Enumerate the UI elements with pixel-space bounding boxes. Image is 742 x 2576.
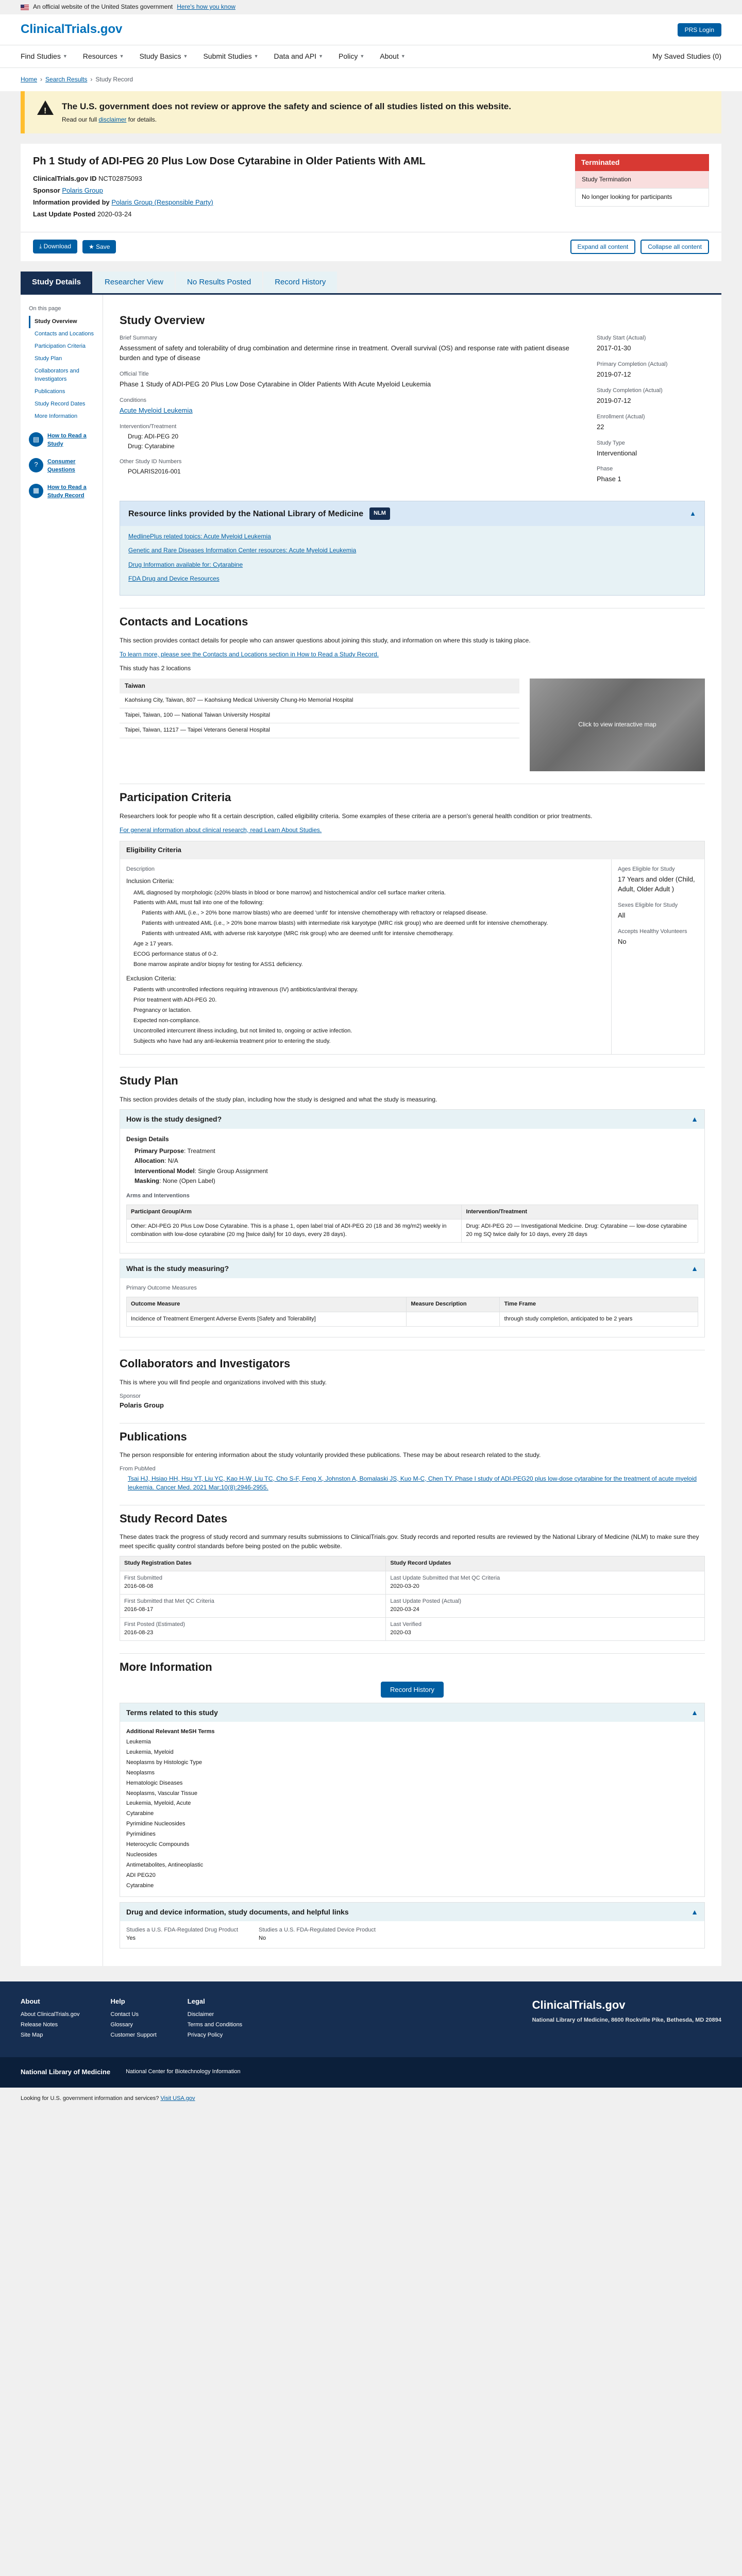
sidebar-heading: On this page [29, 305, 61, 312]
inclusion-item: ECOG performance status of 0-2. [133, 951, 218, 958]
chevron-up-icon[interactable]: ▲ [689, 509, 696, 517]
exclusion-item: Expected non-compliance. [133, 1018, 200, 1024]
how-to-read-record-link[interactable]: How to Read a Study Record [47, 484, 87, 499]
criteria-heading: Participation Criteria [120, 790, 231, 804]
inclusion-item: Patients with untreated AML (i.e., > 20% bone marrow blasts) with intermediate risk karyotype (MRC risk group) who are deemed unfit for intensive chemotherapy. [142, 920, 548, 927]
study-type: Interventional [597, 449, 637, 457]
outcome-measure: Incidence of Treatment Emergent Adverse Events [Safety and Tolerability] [127, 1312, 407, 1327]
chevron-up-icon[interactable]: ▲ [691, 1264, 698, 1273]
resource-link[interactable]: Drug Information available for: Cytarabine [128, 561, 243, 568]
footer-link[interactable]: Terms and Conditions [187, 2021, 243, 2028]
consumer-questions-link[interactable]: Consumer Questions [47, 458, 76, 473]
nav-study-basics[interactable]: Study Basics ▼ [139, 52, 188, 61]
resource-link[interactable]: FDA Drug and Device Resources [128, 575, 220, 583]
intervention-item: Drug: Cytarabine [128, 442, 175, 450]
chevron-down-icon: ▼ [400, 53, 406, 59]
measure-box: What is the study measuring? ▲ Primary Outcome Measures Outcome Measure Measure Description Time Frame Incidence of Treatment Emergent Adverse Events [Safety and Tolerability] through study completion, anticipated to be 2 years [120, 1259, 705, 1337]
footer-link[interactable]: About ClinicalTrials.gov [21, 2011, 80, 2018]
outcome-table: Outcome Measure Measure Description Time Frame Incidence of Treatment Emergent Adverse Events [Safety and Tolerability] through study completion, anticipated to be 2 years [126, 1297, 698, 1327]
sponsor-line: Sponsor Polaris Group [33, 187, 103, 195]
term-item: Hematologic Diseases [126, 1780, 183, 1786]
footer-link[interactable]: Release Notes [21, 2021, 58, 2028]
breadcrumb-current: Study Record [95, 76, 133, 83]
gov-banner-text: An official website of the United States government [33, 3, 173, 11]
term-item: Leukemia, Myeloid [126, 1749, 174, 1755]
term-item: Nucleosides [126, 1852, 157, 1858]
info-provided-line: Information provided by Polaris Group (Responsible Party) [33, 198, 213, 207]
learn-studies-link[interactable]: For general information about clinical research, read Learn About Studies. [120, 826, 322, 834]
collapse-all-button[interactable]: Collapse all content [640, 240, 709, 254]
fda-drug: Yes [126, 1935, 136, 1942]
plan-heading: Study Plan [120, 1074, 178, 1088]
status-why: No longer looking for participants [575, 189, 709, 206]
tab-record-history[interactable]: Record History [263, 272, 337, 293]
term-item: Cytarabine [126, 1810, 154, 1817]
expand-all-button[interactable]: Expand all content [570, 240, 636, 254]
location-map[interactable]: Click to view interactive map [530, 679, 705, 771]
nav-saved-studies[interactable]: My Saved Studies (0) [652, 52, 721, 61]
save-button[interactable]: ★ Save [82, 240, 116, 253]
condition-link[interactable]: Acute Myeloid Leukemia [120, 406, 193, 414]
nav-about[interactable]: About ▼ [380, 52, 406, 61]
interventional-model: Single Group Assignment [198, 1167, 268, 1175]
last-update-posted: 2020-03-24 [390, 1606, 419, 1613]
inclusion-item: AML diagnosed by morphologic (≥20% blasts in blood or bone marrow) and histochemical and/or cell surface marker criteria. [133, 889, 446, 896]
sidebar-item-dates[interactable]: Study Record Dates [35, 401, 86, 408]
term-item: Leukemia, Myeloid, Acute [126, 1800, 191, 1807]
disclaimer-alert: ! The U.S. government does not review or approve the safety and science of all studies listed on this website. Read our full disclaimer for details. [21, 91, 721, 133]
eligible-ages: 17 Years and older (Child, Adult, Older Adult ) [618, 875, 695, 893]
intervention-item: Drug: ADI-PEG 20 [128, 432, 179, 440]
nav-data-api[interactable]: Data and API ▼ [274, 52, 323, 61]
location-item: Taipei, Taiwan, 100 — National Taiwan University Hospital [120, 708, 519, 723]
footer-link[interactable]: Contact Us [110, 2011, 139, 2018]
sidebar-item-plan[interactable]: Study Plan [35, 355, 62, 362]
term-item: Leukemia [126, 1738, 151, 1745]
locations-area [120, 679, 705, 771]
dates-heading: Study Record Dates [120, 1512, 228, 1525]
chevron-down-icon: ▼ [119, 53, 124, 59]
dates-table: Study Registration Dates Study Record Updates First Submitted 2016-08-08 Last Update Submitted that Met QC Criteria 2020-03-20 First Submitted that Met QC Criteria 2016-08-17 Last Update Posted (Actual) 2020-03-24 First Posted (Estimated) 2016-08-23 Last Verified 2020-03 [120, 1556, 705, 1641]
usa-gov-bar: Looking for U.S. government information and services? Visit USA.gov [0, 2088, 742, 2110]
collab-sponsor: Polaris Group [120, 1401, 164, 1409]
nlm-logo[interactable]: National Library of Medicine [21, 2067, 111, 2076]
resource-link[interactable]: Genetic and Rare Diseases Information Center resources: Acute Myeloid Leukemia [128, 547, 357, 554]
masking: None (Open Label) [162, 1177, 215, 1185]
action-row [21, 232, 721, 261]
chevron-down-icon: ▼ [360, 53, 365, 59]
more-heading: More Information [120, 1660, 212, 1673]
nlm-logo: NLM [369, 507, 390, 520]
phase: Phase 1 [597, 475, 621, 483]
sidebar-card [29, 432, 97, 449]
terms-box: Terms related to this study ▲ Additional Relevant MeSH Terms Leukemia Leukemia, Myeloid Neoplasms by Histologic Type Neoplasms Hematologic Diseases Neoplasms, Vascular Tissue Leukemia, Myeloid, Acute Cytarabine Pyrimidine Nucleosides Pyrimidines Heterocyclic Compounds Nucleosides Antimetabolites, Antineoplastic ADI PEG20 Cytarabine [120, 1703, 705, 1897]
contacts-lead: This section provides contact details for people who can answer questions about joining this study, and information on where this study is taking place. [120, 636, 531, 644]
page-title: Ph 1 Study of ADI-PEG 20 Plus Low Dose Cytarabine in Older Patients With AML [33, 156, 426, 167]
inclusion-item: Patients with AML (i.e., > 20% bone marrow blasts) who are deemed 'unfit' for intensive chemotherapy with refractory or relapsed disease. [142, 910, 488, 917]
official-title: Phase 1 Study of ADI-PEG 20 Plus Low Dose Cytarabine in Older Patients With Acute Myeloid Leukemia [120, 380, 431, 388]
drug-heading: Drug and device information, study documents, and helpful links [126, 1907, 349, 1916]
book-icon: ▤ [29, 432, 43, 447]
resource-link[interactable]: MedlinePlus related topics: Acute Myeloid Leukemia [128, 533, 271, 540]
footer-logo[interactable]: ClinicalTrials.gov [532, 1998, 626, 2012]
term-item: Neoplasms, Vascular Tissue [126, 1790, 197, 1797]
term-item: Heterocyclic Compounds [126, 1841, 190, 1848]
disclaimer-link[interactable]: disclaimer [98, 116, 127, 124]
contacts-help-link[interactable]: To learn more, please see the Contacts and Locations section in How to Read a Study Record. [120, 650, 379, 658]
arms-table: Participant Group/Arm Intervention/Treatment Other: ADI-PEG 20 Plus Low Dose Cytarabine. This is a phase 1, open label trial of ADI-PEG 20 (18 and 36 mg/m2) weekly in combination with low-dose cytarabine (20 mg [twice daily] for 10 days, every 28 days). Drug: ADI-PEG 20 — Investigational Medicine. Drug: Cytarabine — low-dose cytarabine 20 mg SQ twice daily for 10 days, every 28 days [126, 1205, 698, 1243]
exclusion-item: Pregnancy or lactation. [133, 1007, 192, 1014]
resource-title: Resource links provided by the National Library of Medicine [128, 509, 364, 518]
study-start: 2017-01-30 [597, 344, 631, 352]
term-item: Antimetabolites, Antineoplastic [126, 1862, 204, 1869]
footer-address: National Library of Medicine, 8600 Rockville Pike, Bethesda, MD 20894 [532, 2016, 721, 2023]
site-header [0, 14, 742, 45]
inclusion-item: Patients with untreated AML with adverse risk karyotype (MRC risk group) who are deemed unfit for intensive chemotherapy. [142, 930, 454, 937]
term-item: Pyrimidines [126, 1831, 156, 1838]
primary-completion: 2019-07-12 [597, 370, 631, 379]
footer-link[interactable]: Customer Support [110, 2031, 157, 2038]
terms-heading: Terms related to this study [126, 1708, 218, 1717]
footer-link[interactable]: Privacy Policy [187, 2031, 223, 2038]
fda-device: No [259, 1935, 266, 1942]
sponsor-link[interactable]: Polaris Group [62, 187, 103, 195]
eligibility-table: Eligibility Criteria Description Inclusion Criteria: AML diagnosed by morphologic (≥20% blasts in blood or bone marrow) and histochemical and/or cell surface marker criteria. Patients with AML must fall into one of the following: Patients with AML (i.e., > 20% bone marrow blasts) who are deemed 'unfit' for intensive chemotherapy with refractory or relapsed disease. Patients with untreated AML (i.e., > 20% bone marrow blasts) with intermediate risk karyotype (MRC risk group) who are deemed unfit for intensive chemotherapy. Patients with untreated AML with adverse risk karyotype (MRC risk group) who are deemed unfit for intensive chemotherapy. Age ≥ 17 years. ECOG performance status of 0-2. Bone marrow aspirate and/or biopsy for testing for ASS1 deficiency. Exclusion Criteria: Patients with uncontrolled infections requiring intravenous (IV) antibiotics/antiviral therapy. Prior treatment with ADI-PEG 20. Pregnancy or lactation. Expected non-compliance. Uncontrolled intercurrent illness including, but not limited to, ongoing or active infection. Subjects who have had any anti-leukemia treatment prior to entering the study. Ages Eligible for Study 17 Years and older (Child, Adult, Older Adult ) Sexes Eligible for Study All Accepts Healthy Volunteers No [120, 841, 705, 1055]
gov-banner [0, 0, 742, 14]
status-badge: Terminated [575, 154, 709, 171]
main-content: Study Overview Brief Summary Assessment of safety and tolerability of drug combination and determine rinse in treatment. Overall survival (OS) and response rate with patient disease burden and type of disease Official Title Phase 1 Study of ADI-PEG 20 Plus Low Dose Cytarabine in Older Patients With Acute Myeloid Leukemia Conditions Acute Myeloid Leukemia Intervention/Treatment Drug: ADI-PEG 20 Drug: Cytarabine Other Study ID Numbers POLARIS2016-001 Study Start (Actual) 2017-01-30 Primary Completion (Actual) 2019-07-12 Study Completion (Actual) 2019-07-12 Enrollment (Actual) 22 Study Type Interventional Phase Phase 1 Resource links provided by the National Library of Medicine NLM ▲ MedlinePlus related topics: Acute Myeloid Leukemia Genetic and Rare Diseases Information Center resources: Acute Myeloid Leukemia Drug Information available for: Cytarabine FDA Drug and Device Resources Contacts and Locations This section provides contact details for people who can answer questions about joining this study, and information on where this study is taking place. To learn more, please see the Contacts and Locations section in How to Read a Study Record. This study has 2 locations Taiwan Kaohsiung City, Taiwan, 807 — Kaohsiung Medical University Chung-Ho Memorial Hospital Taipei, Taiwan, 100 — National Taiwan University Hospital Taipei, Taiwan, 11217 — Taipei Veterans General Hospital Click to view interactive map Participation Criteria Researchers look for people who fit a certain description, called eligibility criteria. Some examples of these criteria are a person's general health condition or prior treatments. For general information about clinical research, read Learn About Studies. Eligibility Criteria Description Inclusion Criteria: AML diagnosed by morphologic (≥20% blasts in blood or bone marrow) and histochemical and/or cell surface marker criteria. Patients with AML must fall into one of the following: Patients with AML (i.e., > 20% bone marrow blasts) who are deemed 'unfit' for intensive chemotherapy with refractory or relapsed disease. Patients with untreated AML (i.e., > 20% bone marrow blasts) with intermediate risk karyotype (MRC risk group) who are deemed unfit for intensive chemotherapy. Patients with untreated AML with adverse risk karyotype (MRC risk group) who are deemed unfit for intensive chemotherapy. Age ≥ 17 years. ECOG performance status of 0-2. Bone marrow aspirate and/or biopsy for testing for ASS1 deficiency. Exclusion Criteria: Patients with uncontrolled infections requiring intravenous (IV) antibiotics/antiviral therapy. Prior treatment with ADI-PEG 20. Pregnancy or lactation. Expected non-compliance. Uncontrolled intercurrent illness including, but not limited to, ongoing or active infection. Subjects who have had any anti-leukemia treatment prior to entering the study. Ages Eligible for Study 17 Years and older (Child, Adult, Older Adult ) Sexes Eligible for Study All Accepts Healthy Volunteers No Study Plan This section provides details of the study plan, including how the study is designed and what the study is measuring. How is the study designed? ▲ Design Details Primary Purpose: Treatment Allocation: N/A Interventional Model: Single Group Assignment Masking: None (Open Label) Arms and Interventions Participant Group/Arm Intervention/Treatment Other: ADI-PEG 20 Plus Low Dose Cytarabine. This is a phase 1, open label trial of ADI-PEG 20 (18 and 36 mg/m2) weekly in combination with low-dose cytarabine (20 mg [twice daily] for 10 days, every 28 days). Drug: ADI-PEG 20 — Investigational Medicine. Drug: Cytarabine — low-dose cytarabine 20 mg SQ twice daily for 10 days, every 28 days What is the study measuring? ▲ Primary Outcome Measures Outcome Measure Measure Description Time Frame Incidence of Treatment Emergent Adverse Events [Safety and Tolerability] through study completion, anticipated to be 2 years Collaborators and Investigators This is where you will find people and organizations involved with this study. Sponsor Polaris Group Publications The person responsible for entering information about the study voluntarily provided these publications. These may be about research related to the study. From PubMed Tsai HJ, Hsiao HH, Hsu YT, Liu YC, Kao H-W, Liu TC, Cho S-F, Feng X, Johnston A, Bomalaski JS, Kuo M-C, Chen TY. Phase I study of ADI-PEG20 plus low-dose cytarabine for the treatment of acute myeloid leukemia. Cancer Med. 2021 Mar;10(8):2946-2955. Study Record Dates These dates track the progress of study record and summary results submissions to ClinicalTrials.gov. Study records and reported results are reviewed by the National Library of Medicine (NLM) to make sure they meet specific quality control standards before being posted on the public website. Study Registration Dates Study Record Updates First Submitted 2016-08-08 Last Update Submitted that Met QC Criteria 2020-03-20 First Submitted that Met QC Criteria 2016-08-17 Last Update Posted (Actual) 2020-03-24 First Posted (Estimated) 2016-08-23 Last Verified 2020-03 More Information Record History Terms related to this study ▲ Additional Relevant MeSH Terms Leukemia Leukemia, Myeloid Neoplasms by Histologic Type Neoplasms Hematologic Diseases Neoplasms, Vascular Tissue Leukemia, Myeloid, Acute Cytarabine Pyrimidine Nucleosides Pyrimidines Heterocyclic Compounds Nucleosides Antimetabolites, Antineoplastic ADI PEG20 Cytarabine Drug and device information, study documents, and helpful links ▲ Studies a U.S. FDA-Regulated Drug Product Yes Studies a U.S. FDA-Regulated Device Product No [103, 295, 721, 1967]
allocation: N/A [167, 1157, 178, 1165]
criteria-lead: Researchers look for people who fit a certain description, called eligibility criteria. Some examples of these criteria are a person's general health condition or prior treatments. [120, 812, 593, 820]
chevron-up-icon[interactable]: ▲ [691, 1115, 698, 1124]
first-qc: 2016-08-17 [124, 1606, 154, 1613]
exclusion-item: Prior treatment with ADI-PEG 20. [133, 997, 217, 1004]
exclusion-item: Subjects who have had any anti-leukemia treatment prior to entering the study. [133, 1038, 331, 1045]
tab-bar [21, 272, 721, 295]
exclusion-item: Uncontrolled intercurrent illness including, but not limited to, ongoing or active infection. [133, 1028, 352, 1035]
footer-link[interactable]: Disclaimer [187, 2011, 214, 2018]
measure-heading: What is the study measuring? [126, 1264, 229, 1273]
last-update-submitted: 2020-03-20 [390, 1583, 419, 1590]
tab-no-results[interactable]: No Results Posted [176, 272, 262, 293]
healthy-volunteers: No [618, 937, 627, 945]
status-box [575, 154, 709, 221]
question-icon: ? [29, 458, 43, 472]
footer-link[interactable]: Glossary [110, 2021, 133, 2028]
how-to-read-link[interactable]: How to Read a Study [47, 432, 87, 447]
nav-resources[interactable]: Resources ▼ [82, 52, 124, 61]
publications-heading: Publications [120, 1430, 187, 1443]
exclusion-item: Patients with uncontrolled infections requiring intravenous (IV) antibiotics/antiviral therapy. [133, 987, 359, 993]
chevron-down-icon: ▼ [183, 53, 188, 59]
collab-heading: Collaborators and Investigators [120, 1357, 291, 1370]
gov-banner-link[interactable]: Here's how you know [177, 3, 235, 11]
sidebar [21, 295, 103, 1967]
inclusion-item: Bone marrow aspirate and/or biopsy for testing for ASS1 deficiency. [133, 961, 303, 968]
term-item: Neoplasms [126, 1769, 155, 1776]
site-logo[interactable]: ClinicalTrials.gov [21, 22, 123, 37]
brief-summary: Assessment of safety and tolerability of drug combination and determine rinse in treatment. Overall survival (OS) and response rate with patient disease burden and type of disease [120, 344, 569, 362]
chevron-down-icon: ▼ [318, 53, 323, 59]
inclusion-item: Age ≥ 17 years. [133, 941, 173, 947]
sidebar-item-collaborators[interactable]: Collaborators and Investigators [35, 368, 79, 383]
term-item: Pyrimidine Nucleosides [126, 1821, 185, 1827]
term-item: Cytarabine [126, 1882, 154, 1889]
info-provider-link[interactable]: Polaris Group (Responsible Party) [111, 198, 213, 207]
enrollment: 22 [597, 422, 604, 431]
status-why-label: Study Termination [575, 171, 709, 189]
location-item: Kaohsiung City, Taiwan, 807 — Kaohsiung Medical University Chung-Ho Memorial Hospital [120, 693, 519, 708]
first-posted: 2016-08-23 [124, 1629, 154, 1636]
ncbi-text: National Center for Biotechnology Information [126, 2069, 241, 2075]
download-button[interactable]: ⤓ Download [33, 240, 77, 253]
us-flag-icon [21, 5, 29, 10]
design-box: How is the study designed? ▲ Design Details Primary Purpose: Treatment Allocation: N/A Interventional Model: Single Group Assignment Masking: None (Open Label) Arms and Interventions Participant Group/Arm Intervention/Treatment Other: ADI-PEG 20 Plus Low Dose Cytarabine. This is a phase 1, open label trial of ADI-PEG 20 (18 and 36 mg/m2) weekly in combination with low-dose cytarabine (20 mg [twice daily] for 10 days, every 28 days). Drug: ADI-PEG 20 — Investigational Medicine. Drug: Cytarabine — low-dose cytarabine 20 mg SQ twice daily for 10 days, every 28 days [120, 1109, 705, 1253]
sidebar-item-criteria[interactable]: Participation Criteria [35, 343, 86, 350]
breadcrumb-search-results[interactable]: Search Results [45, 76, 88, 83]
breadcrumb: Home › Search Results › Study Record [0, 68, 742, 91]
design-heading: How is the study designed? [126, 1115, 222, 1124]
intervention-cell: Drug: ADI-PEG 20 — Investigational Medicine. Drug: Cytarabine — low-dose cytarabine 20 mg SQ twice daily for 10 days, every 28 days [462, 1219, 698, 1243]
overview-section: Brief Summary Assessment of safety and tolerability of drug combination and determine rinse in treatment. Overall survival (OS) and response rate with patient disease burden and type of disease Official Title Phase 1 Study of ADI-PEG 20 Plus Low Dose Cytarabine in Older Patients With Acute Myeloid Leukemia Conditions Acute Myeloid Leukemia Intervention/Treatment Drug: ADI-PEG 20 Drug: Cytarabine Other Study ID Numbers POLARIS2016-001 Study Start (Actual) 2017-01-30 Primary Completion (Actual) 2019-07-12 Study Completion (Actual) 2019-07-12 Enrollment (Actual) 22 Study Type Interventional Phase Phase 1 [120, 334, 705, 492]
sidebar-item-overview[interactable]: Study Overview [29, 316, 97, 328]
tab-researcher-view[interactable]: Researcher View [93, 272, 175, 293]
breadcrumb-home[interactable]: Home [21, 76, 38, 83]
arm-cell: Other: ADI-PEG 20 Plus Low Dose Cytarabine. This is a phase 1, open label trial of ADI-PEG 20 (18 and 36 mg/m2) weekly in combination with low-dose cytarabine (20 mg [twice daily] for 10 days, every 28 days). [127, 1219, 462, 1243]
primary-purpose: Treatment [187, 1147, 215, 1155]
location-item: Taipei, Taiwan, 11217 — Taipei Veterans General Hospital [120, 723, 519, 738]
last-verified: 2020-03 [390, 1629, 411, 1636]
alert-title: The U.S. government does not review or approve the safety and science of all studies listed on this website. [62, 101, 511, 112]
time-frame: through study completion, anticipated to be 2 years [500, 1312, 698, 1327]
sidebar-item-more-info[interactable]: More Information [35, 413, 78, 419]
eligible-sexes: All [618, 911, 626, 919]
nav-submit-studies[interactable]: Submit Studies ▼ [203, 52, 259, 61]
nav-find-studies[interactable]: Find Studies ▼ [21, 52, 68, 61]
usa-gov-link[interactable]: Visit USA.gov [160, 2095, 195, 2102]
nlm-resource-box [120, 501, 705, 596]
sidebar-card [29, 458, 97, 474]
term-item: Neoplasms by Histologic Type [126, 1759, 203, 1766]
footer-link[interactable]: Site Map [21, 2031, 43, 2038]
nav-policy[interactable]: Policy ▼ [338, 52, 365, 61]
content-layout [21, 295, 721, 1967]
location-list [120, 679, 519, 771]
site-footer: About About ClinicalTrials.gov Release Notes Site Map Help Contact Us Glossary Customer Support Legal Disclaimer Terms and Conditions Privacy Policy ClinicalTrials.gov National Library of Medicine, 8600 Rockville Pike, Bethesda, MD 20894 [0, 1981, 742, 2057]
chevron-down-icon: ▼ [62, 53, 68, 59]
other-id: POLARIS2016-001 [128, 468, 181, 476]
nct-id-line: ClinicalTrials.gov ID NCT02875093 [33, 175, 142, 183]
nih-bar [0, 2057, 742, 2088]
prs-login-button[interactable]: PRS Login [678, 23, 721, 37]
location-count: This study has 2 locations [120, 665, 191, 672]
drug-info-box: Drug and device information, study documents, and helpful links ▲ Studies a U.S. FDA-Regulated Drug Product Yes Studies a U.S. FDA-Regulated Device Product No [120, 1902, 705, 1948]
sidebar-card [29, 484, 97, 500]
overview-heading: Study Overview [120, 313, 205, 327]
warning-icon [37, 100, 54, 117]
country-heading: Taiwan [120, 679, 519, 693]
chevron-up-icon[interactable]: ▲ [691, 1708, 698, 1717]
publication-link[interactable]: Tsai HJ, Hsiao HH, Hsu YT, Liu YC, Kao H-W, Liu TC, Cho S-F, Feng X, Johnston A, Bomalaski JS, Kuo M-C, Chen TY. Phase I study of ADI-PEG20 plus low-dose cytarabine for the treatment of acute myeloid leukemia. Cancer Med. 2021 Mar;10(8):2946-2955. [128, 1475, 697, 1492]
term-item: ADI PEG20 [126, 1872, 156, 1879]
main-nav [0, 45, 742, 68]
sidebar-item-publications[interactable]: Publications [35, 388, 65, 395]
last-update-line: Last Update Posted 2020-03-24 [33, 210, 132, 218]
study-completion: 2019-07-12 [597, 396, 631, 404]
chevron-up-icon[interactable]: ▲ [691, 1907, 698, 1916]
chevron-down-icon: ▼ [254, 53, 259, 59]
document-icon: ▦ [29, 484, 43, 498]
sidebar-item-contacts[interactable]: Contacts and Locations [35, 331, 94, 337]
contacts-heading: Contacts and Locations [120, 615, 248, 628]
plan-lead: This section provides details of the study plan, including how the study is designed and what the study is measuring. [120, 1095, 437, 1103]
record-history-button[interactable]: Record History [381, 1682, 444, 1698]
inclusion-item: Patients with AML must fall into one of the following: [133, 900, 264, 906]
study-title-section [21, 144, 721, 231]
first-submitted: 2016-08-08 [124, 1583, 154, 1590]
tab-study-details[interactable]: Study Details [21, 272, 92, 293]
